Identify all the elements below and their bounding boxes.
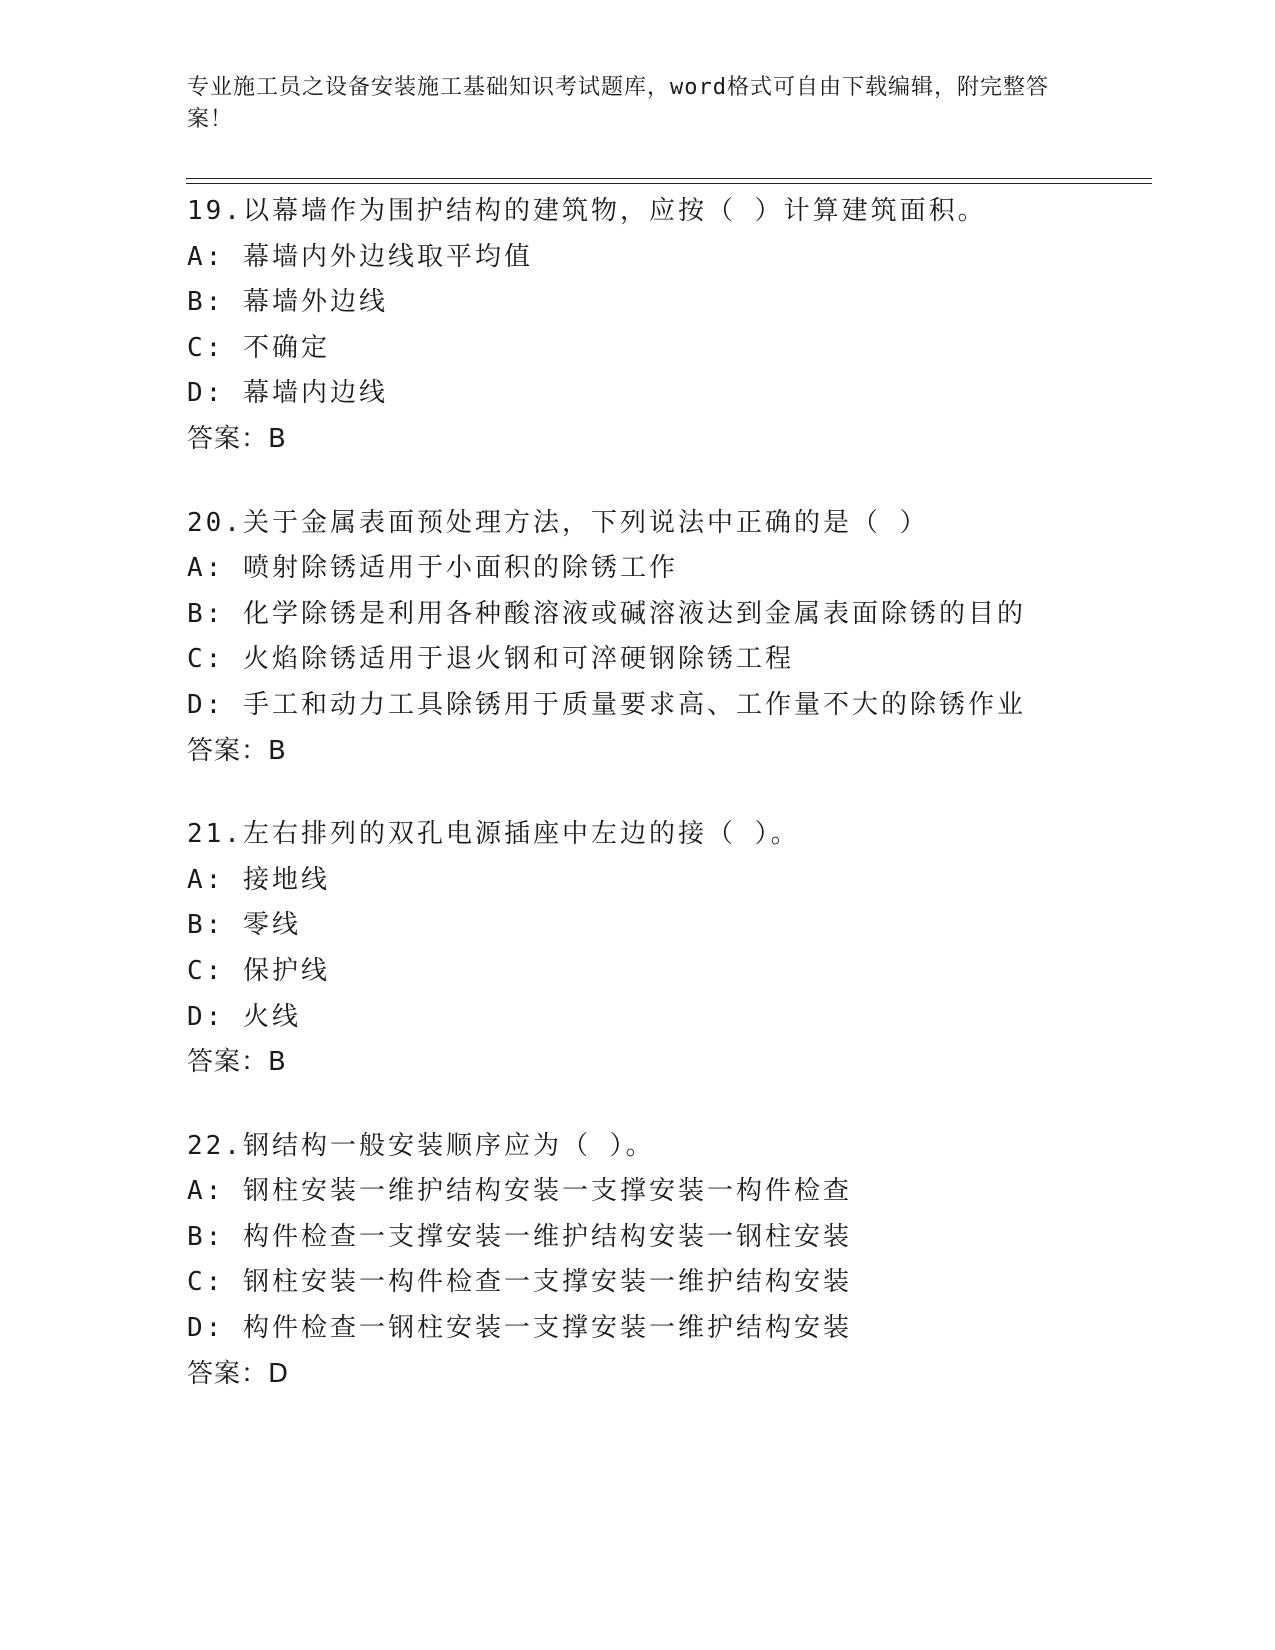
- question-stem: [187, 501, 1187, 547]
- option-c: [187, 949, 1187, 995]
- option-letter: A:: [187, 1176, 225, 1207]
- option-b: [187, 592, 1187, 638]
- option-text: 化学除锈是利用各种酸溶液或碱溶液达到金属表面除锈的目的: [242, 598, 1026, 629]
- option-letter: B:: [187, 1221, 225, 1252]
- answer-value: B: [268, 423, 287, 454]
- option-text: 幕墙内外边线取平均值: [242, 241, 533, 272]
- option-letter: B:: [187, 910, 225, 941]
- option-b: [187, 903, 1187, 949]
- question-stem: [187, 1124, 1187, 1170]
- option-text: 零线: [242, 910, 301, 941]
- option-d: [187, 1306, 1187, 1352]
- option-text: 火线: [242, 1001, 301, 1032]
- option-a: [187, 858, 1187, 904]
- option-letter: D:: [187, 378, 225, 409]
- option-text: 构件检查一钢柱安装一支撑安装一维护结构安装: [242, 1313, 852, 1344]
- answer-label: 答案：: [187, 1358, 269, 1389]
- answer: [187, 1040, 1187, 1086]
- answer-label: 答案：: [187, 735, 269, 766]
- answer-value: D: [268, 1358, 290, 1389]
- option-text: 钢柱安装一维护结构安装一支撑安装一构件检查: [242, 1176, 852, 1207]
- option-letter: C:: [187, 1267, 225, 1298]
- option-letter: C:: [187, 955, 225, 986]
- answer-value: B: [268, 1047, 287, 1078]
- option-text: 手工和动力工具除锈用于质量要求高、工作量不大的除锈作业: [242, 689, 1026, 720]
- question-number: 20.: [187, 507, 243, 538]
- option-letter: A:: [187, 241, 225, 272]
- option-text: 幕墙内边线: [242, 378, 388, 409]
- option-c: [187, 326, 1187, 372]
- answer-label: 答案：: [187, 1047, 269, 1078]
- option-c: [187, 1260, 1187, 1306]
- option-a: [187, 1169, 1187, 1215]
- option-d: [187, 371, 1187, 417]
- question-text: 左右排列的双孔电源插座中左边的接（ ）。: [242, 819, 800, 850]
- option-letter: C:: [187, 332, 225, 363]
- header-divider-top: [186, 178, 1152, 179]
- option-text: 幕墙外边线: [242, 287, 388, 318]
- question-20: [187, 501, 1187, 775]
- option-text: 保护线: [242, 955, 330, 986]
- question-text: 关于金属表面预处理方法，下列说法中正确的是（ ）: [242, 507, 929, 538]
- option-a: [187, 235, 1187, 281]
- option-c: [187, 637, 1187, 683]
- question-number: 19.: [187, 196, 243, 226]
- option-text: 接地线: [242, 864, 330, 895]
- question-number: 22.: [187, 1130, 243, 1161]
- option-letter: D:: [187, 1313, 225, 1344]
- answer: [187, 1352, 1187, 1398]
- option-letter: B:: [187, 598, 225, 629]
- option-d: [187, 995, 1187, 1041]
- option-b: [187, 280, 1187, 326]
- option-a: [187, 546, 1187, 592]
- question-list: [187, 189, 1187, 1435]
- option-letter: D:: [187, 689, 225, 720]
- option-letter: C:: [187, 644, 225, 675]
- question-22: [187, 1124, 1187, 1398]
- question-21: [187, 812, 1187, 1086]
- answer: [187, 729, 1187, 775]
- answer-label: 答案：: [187, 423, 269, 454]
- option-text: 不确定: [242, 332, 330, 363]
- header-divider-bottom: [186, 183, 1152, 184]
- option-text: 构件检查一支撑安装一维护结构安装一钢柱安装: [242, 1221, 852, 1252]
- answer-value: B: [268, 735, 287, 766]
- document-header: 专业施工员之设备安装施工基础知识考试题库，word格式可自由下载编辑，附完整答案！: [187, 75, 1049, 132]
- option-letter: D:: [187, 1001, 225, 1032]
- question-stem: [187, 812, 1187, 858]
- option-text: 钢柱安装一构件检查一支撑安装一维护结构安装: [242, 1267, 852, 1298]
- option-text: 喷射除锈适用于小面积的除锈工作: [242, 553, 678, 584]
- answer: [187, 417, 1187, 463]
- question-text: 钢结构一般安装顺序应为（ ）。: [242, 1130, 655, 1161]
- question-number: 21.: [187, 819, 243, 850]
- option-text: 火焰除锈适用于退火钢和可淬硬钢除锈工程: [242, 644, 794, 675]
- option-b: [187, 1215, 1187, 1261]
- option-letter: A:: [187, 553, 225, 584]
- option-d: [187, 683, 1187, 729]
- question-stem: [187, 189, 1187, 235]
- question-text: 以幕墙作为围护结构的建筑物，应按（ ）计算建筑面积。: [242, 196, 987, 226]
- option-letter: A:: [187, 864, 225, 895]
- question-19: [187, 189, 1187, 463]
- option-letter: B:: [187, 287, 225, 318]
